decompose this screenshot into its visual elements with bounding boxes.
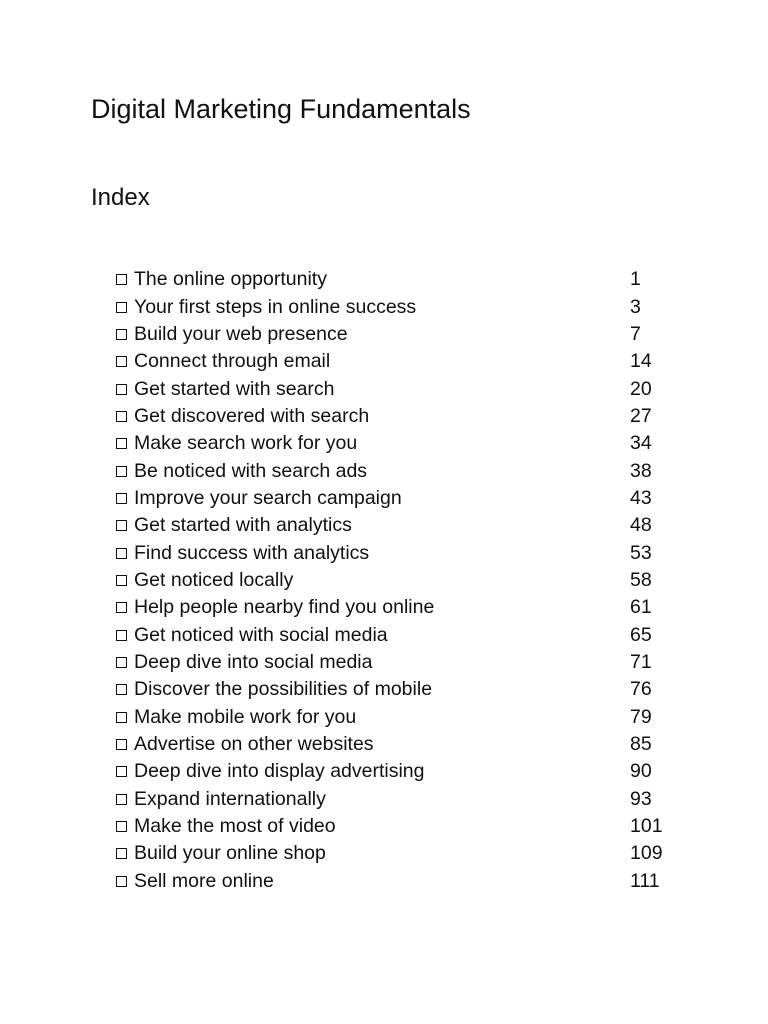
index-entry-page-number: 7 (630, 322, 641, 345)
index-entry-title: Get discovered with search (134, 404, 370, 427)
checkbox-icon (116, 684, 127, 695)
index-entry-page-number: 1 (630, 268, 641, 291)
index-entry-title: Get noticed locally (134, 568, 294, 591)
index-entry-title: Expand internationally (134, 787, 326, 810)
checkbox-icon (116, 712, 127, 723)
index-entry (116, 403, 676, 430)
index-entry-title: Build your web presence (134, 322, 348, 345)
index-entry (116, 485, 676, 512)
checkbox-icon (116, 356, 127, 367)
index-entry (116, 868, 676, 895)
index-entry-page-number: 14 (630, 350, 652, 373)
checkbox-icon (116, 548, 127, 559)
index-entry (116, 758, 676, 785)
index-entry-title: Get noticed with social media (134, 623, 388, 646)
index-entry-title: Improve your search campaign (134, 486, 402, 509)
checkbox-icon (116, 520, 127, 531)
index-entry (116, 375, 676, 402)
checkbox-icon (116, 575, 127, 586)
index-entry (116, 567, 676, 594)
index-entry (116, 813, 676, 840)
index-entry-page-number: 93 (630, 787, 652, 810)
index-entry-page-number: 53 (630, 541, 652, 564)
index-entry-title: Make the most of video (134, 815, 336, 838)
checkbox-icon (116, 274, 127, 285)
checkbox-icon (116, 876, 127, 887)
index-entry-page-number: 111 (630, 869, 660, 892)
index-entry (116, 293, 676, 320)
checkbox-icon (116, 493, 127, 504)
index-entry (116, 539, 676, 566)
section-heading-index: Index (91, 184, 150, 211)
index-entry-title: Sell more online (134, 869, 274, 892)
index-entry-title: Be noticed with search ads (134, 459, 368, 482)
index-entry-title: Get started with search (134, 377, 335, 400)
index-entry (116, 621, 676, 648)
checkbox-icon (116, 657, 127, 668)
index-entry-title: The online opportunity (134, 268, 327, 291)
checkbox-icon (116, 411, 127, 422)
index-entry-page-number: 58 (630, 568, 652, 591)
index-entry (116, 321, 676, 348)
index-entry-title: Deep dive into display advertising (134, 760, 425, 783)
index-entry-title: Make mobile work for you (134, 705, 357, 728)
checkbox-icon (116, 329, 127, 340)
checkbox-icon (116, 848, 127, 859)
index-entry (116, 704, 676, 731)
index-entry (116, 512, 676, 539)
index-entry-title: Discover the possibilities of mobile (134, 678, 433, 701)
checkbox-icon (116, 794, 127, 805)
index-entry-page-number: 38 (630, 459, 652, 482)
checkbox-icon (116, 821, 127, 832)
index-entry (116, 594, 676, 621)
index-entry-title: Help people nearby find you online (134, 596, 435, 619)
index-entry-page-number: 20 (630, 377, 652, 400)
index-entry-title: Make search work for you (134, 432, 358, 455)
index-entry-page-number: 43 (630, 486, 652, 509)
checkbox-icon (116, 302, 127, 313)
checkbox-icon (116, 466, 127, 477)
index-entry (116, 676, 676, 703)
index-entry-page-number: 61 (630, 596, 652, 619)
index-entry-page-number: 85 (630, 733, 652, 756)
index-entry-page-number: 65 (630, 623, 652, 646)
checkbox-icon (116, 630, 127, 641)
index-entry-page-number: 79 (630, 705, 652, 728)
index-entry (116, 786, 676, 813)
index-entry-title: Find success with analytics (134, 541, 370, 564)
index-entry-page-number: 101 (630, 815, 663, 838)
index-entry-title: Advertise on other websites (134, 733, 374, 756)
index-entry-title: Connect through email (134, 350, 331, 373)
index-entry-page-number: 48 (630, 514, 652, 537)
index-entry-page-number: 109 (630, 842, 663, 865)
index-entry-title: Build your online shop (134, 842, 326, 865)
index-entry-title: Deep dive into social media (134, 650, 373, 673)
checkbox-icon (116, 766, 127, 777)
index-entry (116, 457, 676, 484)
index-entry-page-number: 27 (630, 404, 652, 427)
index-entry-page-number: 76 (630, 678, 652, 701)
index-entry-title: Get started with analytics (134, 514, 352, 537)
index-entry (116, 649, 676, 676)
index-entry (116, 430, 676, 457)
index-entry (116, 348, 676, 375)
checkbox-icon (116, 384, 127, 395)
index-entry (116, 266, 676, 293)
checkbox-icon (116, 602, 127, 613)
checkbox-icon (116, 739, 127, 750)
checkbox-icon (116, 438, 127, 449)
index-entry-page-number: 3 (630, 295, 641, 318)
index-entry-page-number: 34 (630, 432, 652, 455)
index-entry-title: Your first steps in online success (134, 295, 417, 318)
index-entry-page-number: 71 (630, 650, 652, 673)
index-list (116, 266, 676, 895)
index-entry (116, 840, 676, 867)
page-title: Digital Marketing Fundamentals (91, 94, 471, 124)
index-entry (116, 731, 676, 758)
index-entry-page-number: 90 (630, 760, 652, 783)
